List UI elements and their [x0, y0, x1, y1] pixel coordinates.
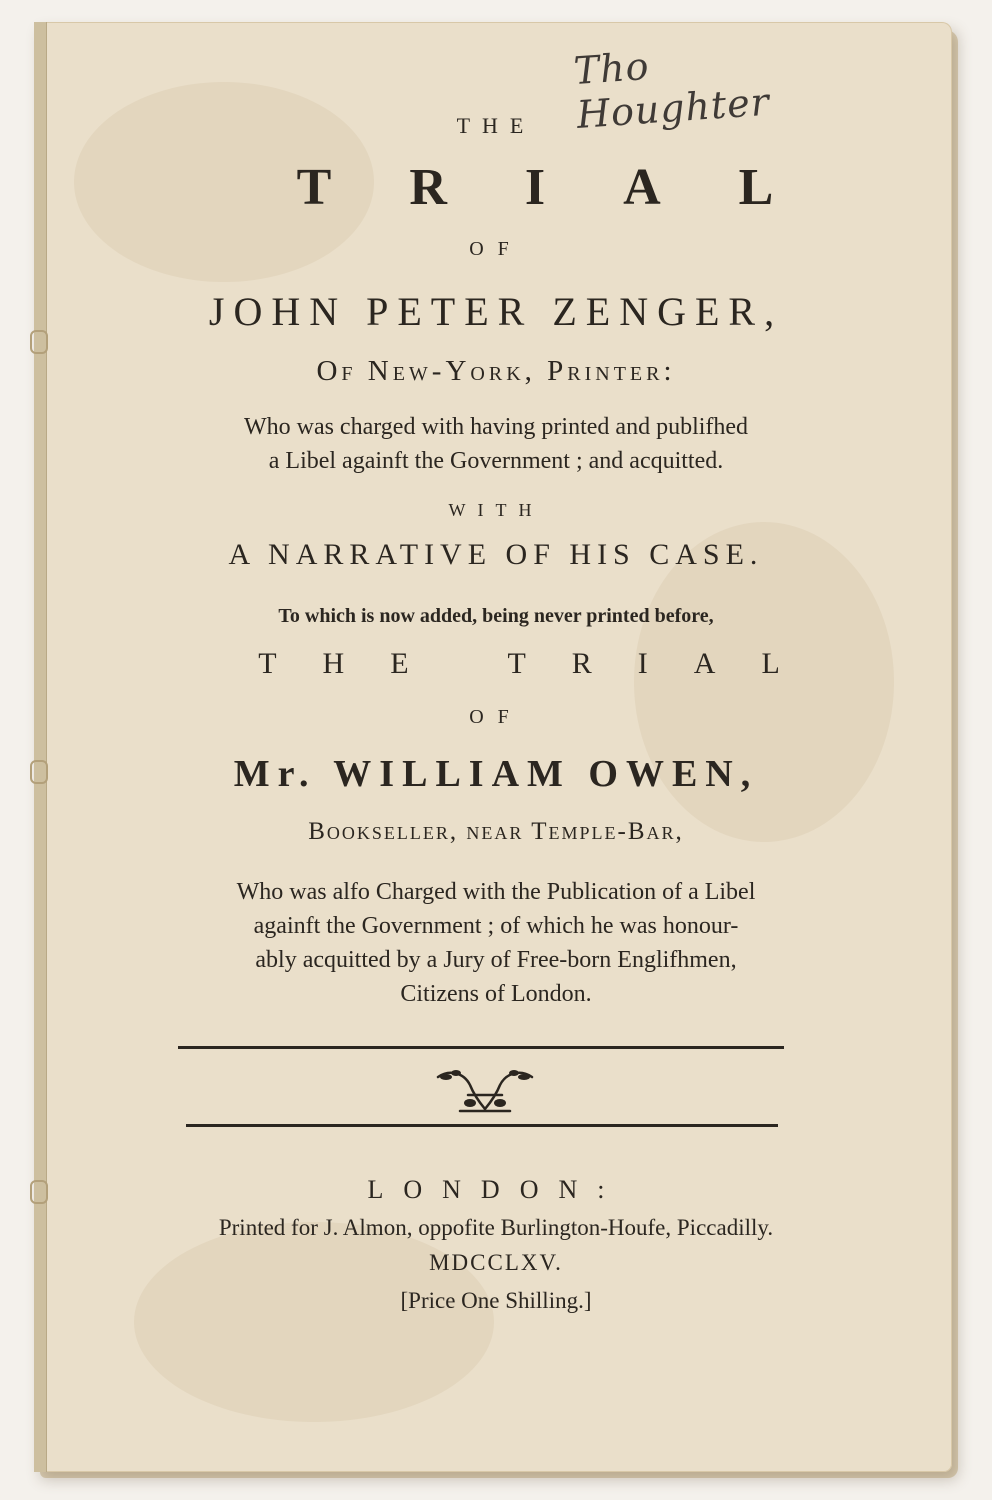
defendant-origin: Of New-York, Printer:	[316, 355, 676, 387]
owen-line: ably acquitted by a Jury of Free-born Englifhmen,	[255, 947, 737, 973]
title-trial: TRIAL	[296, 159, 852, 216]
owen-occupation: Bookseller, near Temple-Bar,	[308, 818, 684, 845]
top-rule	[178, 1046, 784, 1049]
owen-line: Citizens of London.	[400, 981, 592, 1007]
charge-line: a Libel againft the Government ; and acquitted.	[268, 448, 724, 474]
second-of-label: OF	[469, 706, 523, 728]
with-label: WITH	[448, 500, 544, 520]
second-trial-heading: THE TRIAL	[258, 647, 826, 680]
title-the: THE	[456, 113, 536, 138]
fleuron-ornament-icon	[430, 1065, 540, 1117]
title-of: OF	[469, 238, 523, 260]
imprint-year: MDCCLXV.	[429, 1250, 563, 1275]
bottom-rule	[186, 1124, 778, 1127]
narrative-heading: A NARRATIVE OF HIS CASE.	[228, 538, 764, 571]
price-note: [Price One Shilling.]	[400, 1288, 592, 1313]
owen-description	[0, 875, 992, 1011]
added-note: To which is now added, being never printed before,	[278, 605, 714, 627]
owen-line: againft the Government ; of which he was honour-	[253, 913, 739, 939]
imprint-city: LONDON:	[367, 1175, 625, 1204]
defendant-name: JOHN PETER ZENGER,	[208, 289, 784, 334]
charge-line: Who was charged with having printed and publifhed	[243, 414, 749, 440]
charge-description	[0, 410, 992, 478]
imprint-printer: Printed for J. Almon, oppofite Burlington-Houfe, Piccadilly.	[218, 1215, 774, 1240]
handwritten-signature: Tho Houghter	[572, 43, 772, 137]
owen-name: Mr. WILLIAM OWEN,	[233, 753, 759, 795]
owen-line: Who was alfo Charged with the Publication of a Libel	[236, 879, 756, 905]
